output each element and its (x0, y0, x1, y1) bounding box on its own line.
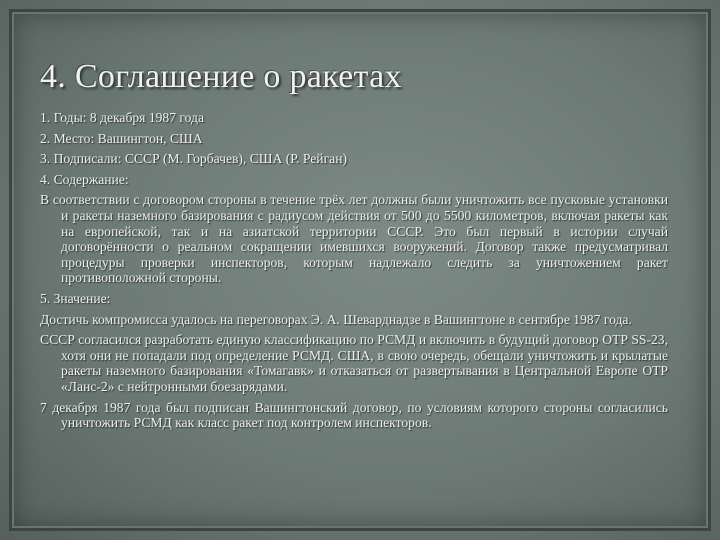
item-content-heading: 4. Содержание: (40, 171, 129, 187)
significance-paragraph-1: Достичь компромисса удалось на переговорах Э. А. Шеварднадзе в Вашингтоне в сентябре 1987 года. (40, 311, 632, 327)
slide-body (40, 110, 668, 436)
item-significance-heading: 5. Значение: (40, 290, 111, 306)
item-place: 2. Место: Вашингтон, США (40, 130, 203, 146)
significance-paragraph-2: СССР согласился разработать единую классификацию по РСМД и включить в будущий договор ОТР SS-23, хотя они не попадали под определение РСМД. США, в свою очередь, обещали уничтожить и крылатые ракеты наземного базирования «Томагавк» и отказаться от развертывания в Центральной Европе ОТР «Ланс-2» с нейтронными боезарядами. (40, 332, 668, 394)
content-paragraph: В соответствии с договором стороны в течение трёх лет должны были уничтожить все пусковые установки и ракеты наземного базирования с радиусом действия от 500 до 5500 километров, включая ракеты как на европейской, так и на азиатской территории СССР. Это был первый в истории случай договорённости о реальном сокращении имевшихся вооружений. Договор также предусматривал процедуры проверки инспекторов, которым надлежало следить за уничтожением ракет противоположной стороны. (40, 192, 668, 286)
slide-title: 4. Соглашение о ракетах (40, 58, 402, 95)
item-signatories: 3. Подписали: СССР (М. Горбачев), США (Р. Рейган) (40, 151, 347, 167)
significance-paragraph-3: 7 декабря 1987 года был подписан Вашингтонский договор, по условиям которого стороны согласились уничтожить РСМД как класс ракет под контролем инспекторов. (40, 399, 668, 431)
item-years: 1. Годы: 8 декабря 1987 года (40, 110, 205, 125)
